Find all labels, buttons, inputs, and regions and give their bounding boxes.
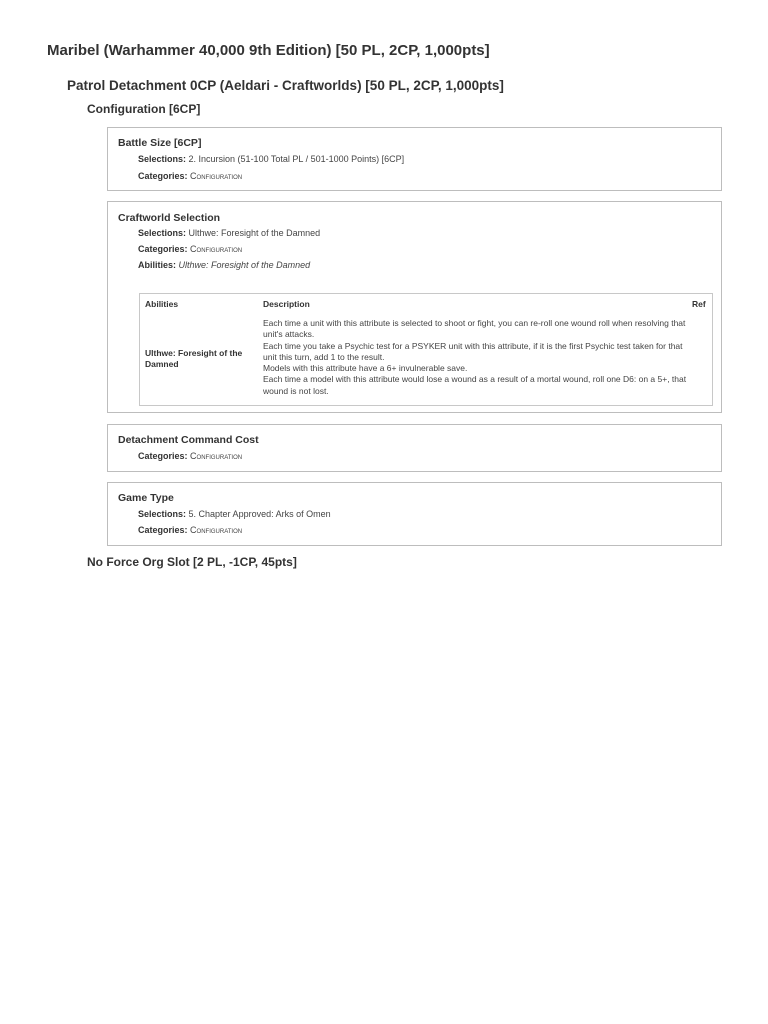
game-type-selections-value: 5. Chapter Approved: Arks of Omen	[188, 509, 331, 519]
battle-size-categories	[138, 171, 242, 181]
battle-size-title: Battle Size [6CP]	[118, 137, 202, 149]
battle-size-card	[107, 127, 722, 191]
detachment-command-cost-card	[107, 424, 722, 472]
craftworld-selection-card	[107, 201, 722, 413]
categories-label: Categories:	[138, 525, 188, 535]
craftworld-abilities	[138, 260, 310, 270]
selections-label: Selections:	[138, 228, 187, 238]
table-header-abilities: Abilities	[145, 299, 179, 309]
detachment-command-cost-categories-value: Configuration	[190, 451, 243, 461]
detachment-command-cost-categories	[138, 451, 242, 461]
battle-size-categories-value: Configuration	[190, 171, 243, 181]
game-type-categories-value: Configuration	[190, 525, 243, 535]
table-header-description: Description	[263, 299, 310, 309]
craftworld-selections-value: Ulthwe: Foresight of the Damned	[188, 228, 321, 238]
detachment-command-cost-title: Detachment Command Cost	[118, 434, 259, 446]
table-header-ref: Ref	[692, 299, 706, 309]
craftworld-selections	[138, 228, 320, 238]
battle-size-selections-value: 2. Incursion (51-100 Total PL / 501-1000 Points) [6CP]	[188, 154, 405, 164]
craftworld-categories	[138, 244, 242, 254]
game-type-categories	[138, 525, 242, 535]
categories-label: Categories:	[138, 451, 188, 461]
description-line: Each time you take a Psychic test for a PSYKER unit with this attribute, if it is the first Psychic test taken for that unit this turn, add 1 to the result.	[263, 340, 683, 362]
description-line: Each time a model with this attribute would lose a wound as a result of a mortal wound, roll one D6: on a 5+, that wound is not lost.	[263, 374, 687, 396]
categories-label: Categories:	[138, 171, 188, 181]
selections-label: Selections:	[138, 509, 187, 519]
description-line: Models with this attribute have a 6+ invulnerable save.	[263, 363, 468, 374]
table-row-description	[263, 318, 691, 397]
game-type-title: Game Type	[118, 492, 174, 504]
craftworld-selection-title: Craftworld Selection	[118, 212, 221, 224]
craftworld-categories-value: Configuration	[190, 244, 243, 254]
categories-label: Categories:	[138, 244, 188, 254]
roster-title: Maribel (Warhammer 40,000 9th Edition) [50 PL, 2CP, 1,000pts]	[47, 42, 490, 59]
battle-size-selections	[138, 154, 404, 164]
description-line: Each time a unit with this attribute is selected to shoot or fight, you can re-roll one wound roll when resolving that unit's attacks.	[263, 318, 686, 340]
detachment-title: Patrol Detachment 0CP (Aeldari - Craftworlds) [50 PL, 2CP, 1,000pts]	[67, 78, 504, 93]
abilities-table	[139, 293, 713, 406]
table-row-ability-name: Ulthwe: Foresight of the Damned	[145, 348, 243, 369]
game-type-card	[107, 482, 722, 546]
selections-label: Selections:	[138, 154, 187, 164]
craftworld-abilities-value: Ulthwe: Foresight of the Damned	[178, 260, 311, 270]
game-type-selections	[138, 509, 331, 519]
abilities-label: Abilities:	[138, 260, 177, 270]
no-force-org-slot-title: No Force Org Slot [2 PL, -1CP, 45pts]	[87, 555, 297, 569]
configuration-title: Configuration [6CP]	[87, 102, 201, 116]
